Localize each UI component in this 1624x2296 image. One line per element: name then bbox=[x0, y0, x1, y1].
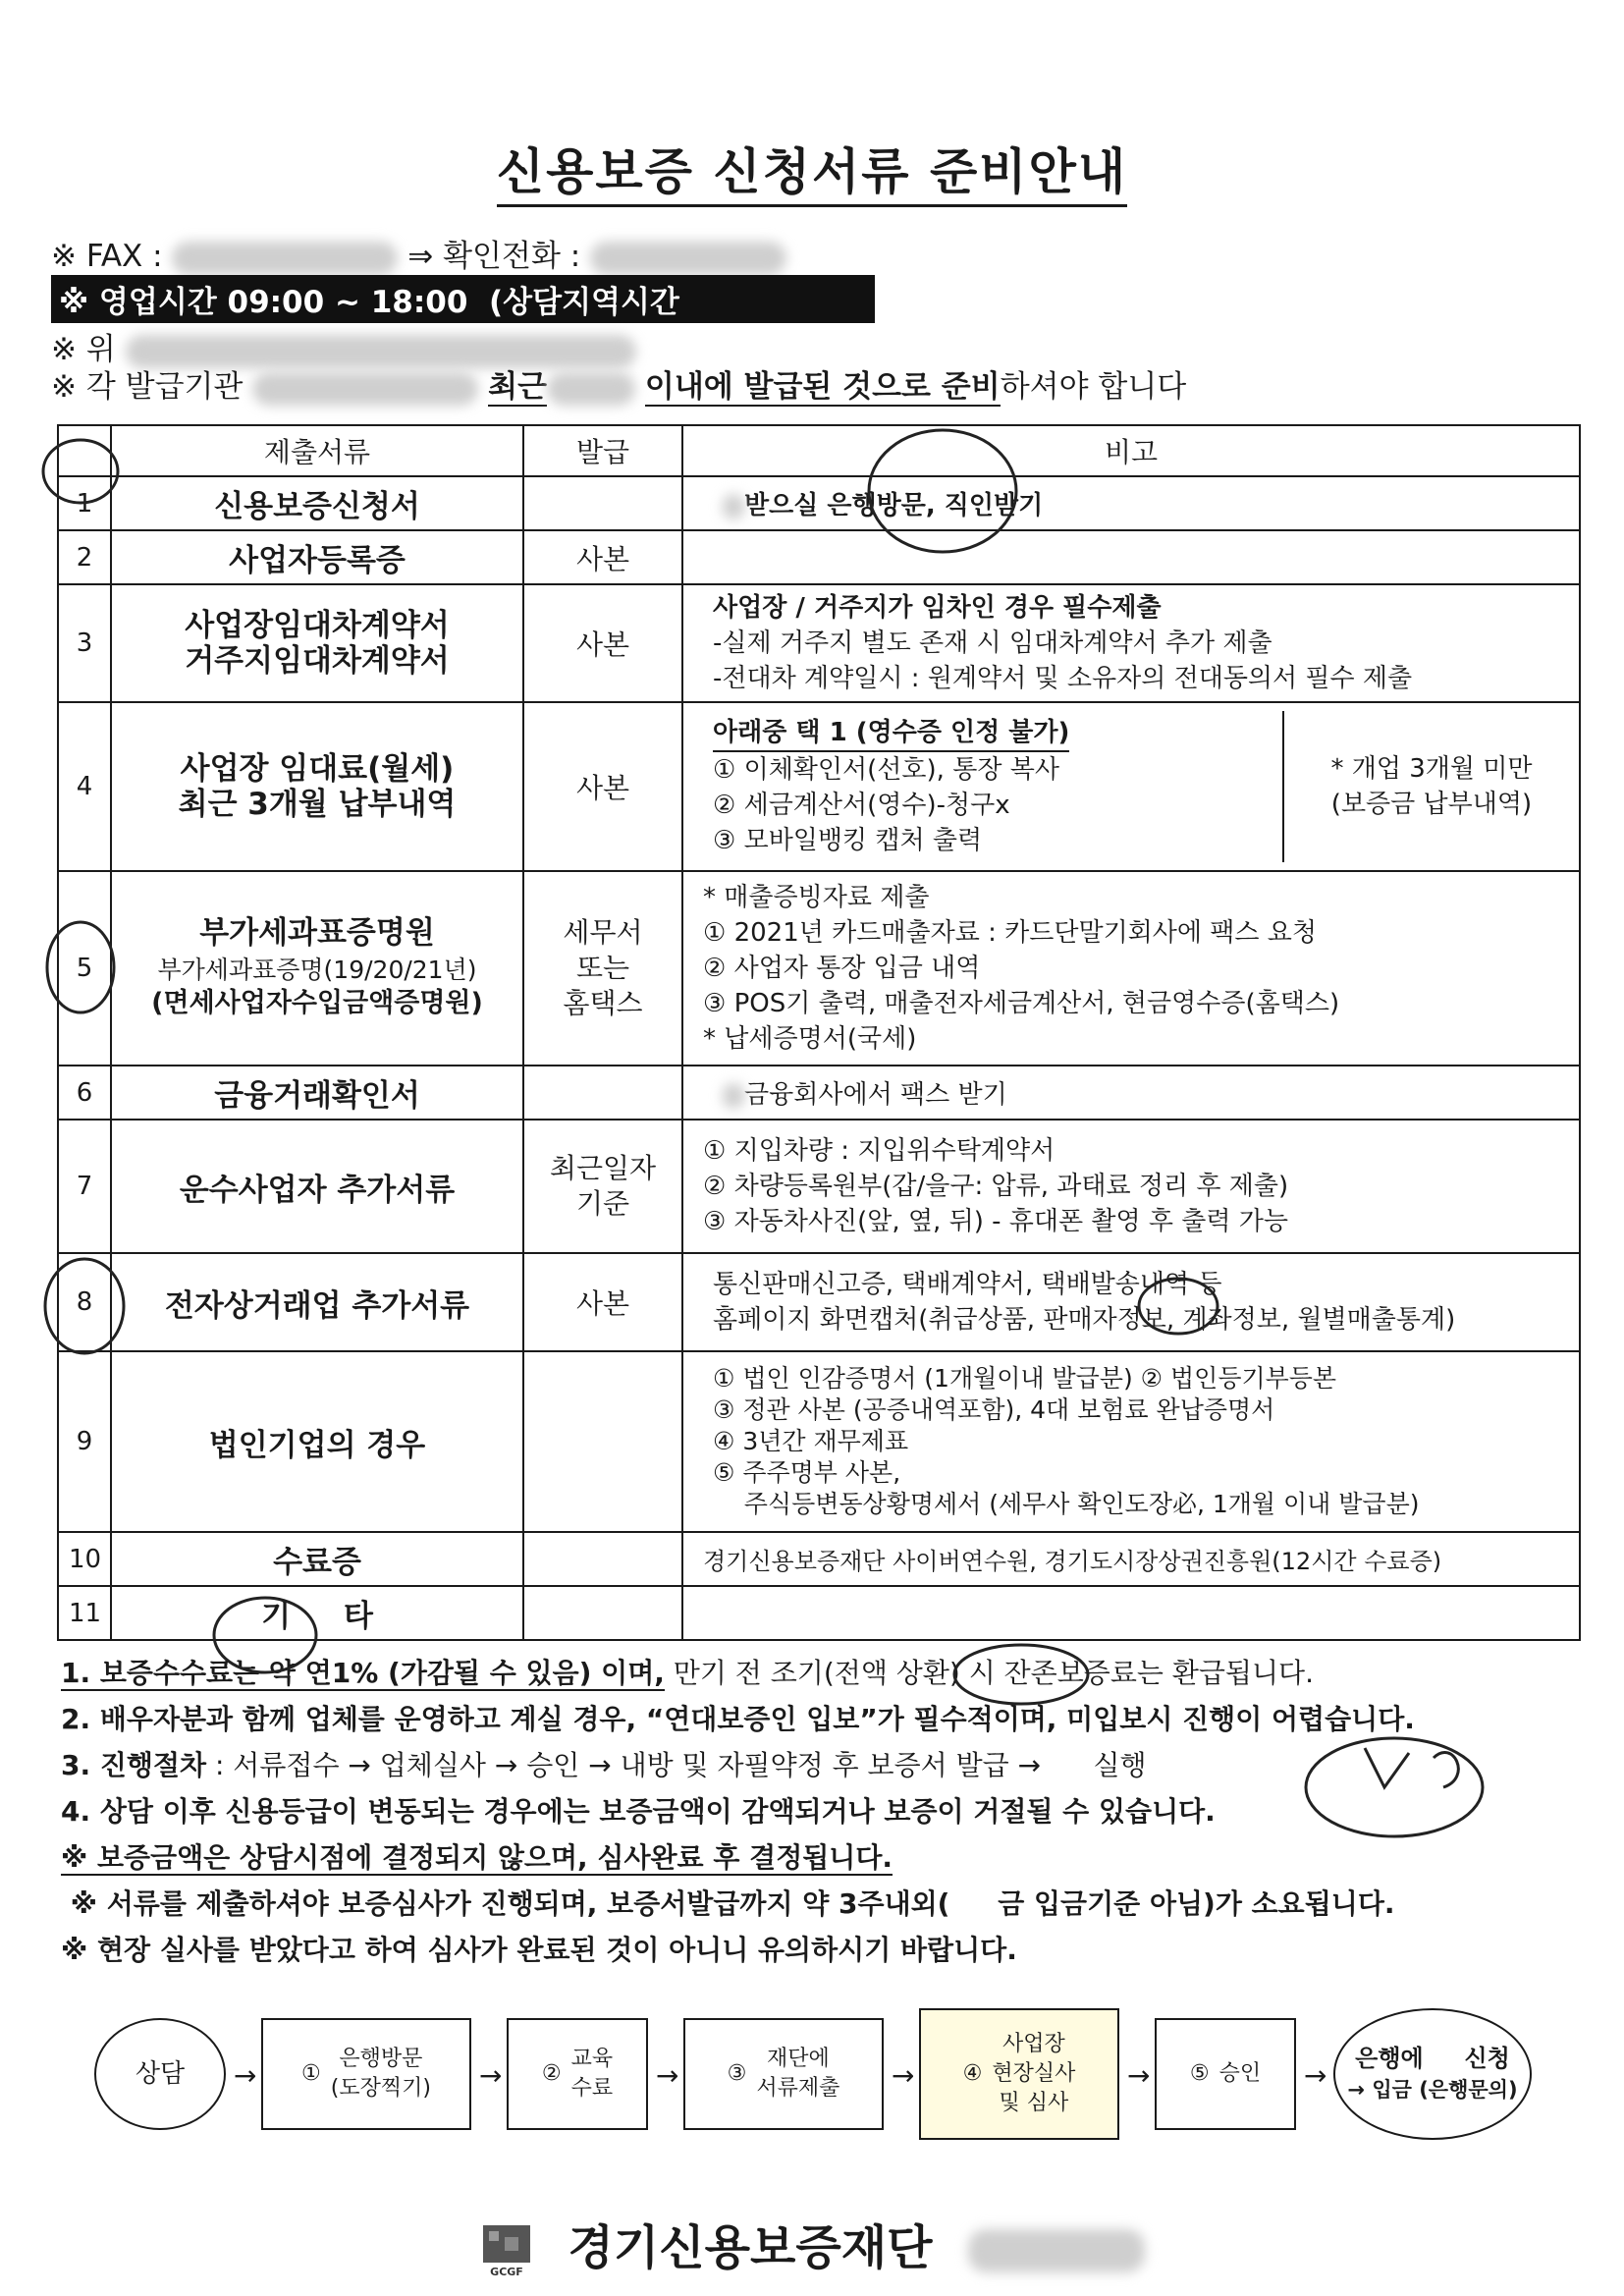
doc-issue: 세무서 또는 홈택스 bbox=[523, 871, 682, 1066]
note-2: 2. 배우자분과 함께 업체를 운영하고 계실 경우, “연대보증인 입보”가 필수적이며, 미입보시 진행이 어렵습니다. bbox=[61, 1703, 1415, 1735]
footer-org: GCGF 경기신용보증재단 bbox=[0, 2210, 1624, 2278]
row-number: 10 bbox=[58, 1532, 111, 1586]
header-no bbox=[58, 425, 111, 476]
table-row bbox=[58, 1532, 1580, 1586]
header-issue: 발급 bbox=[523, 425, 682, 476]
doc-issue: 사본 bbox=[523, 702, 682, 871]
note-3: 3. 진행절차 : 서류접수 → 업체실사 → 승인 → 내방 및 자필약정 후 보증서 발급 → 실행 bbox=[61, 1749, 1147, 1781]
doc-note: ① 지입차량 : 지입위수탁계약서 ② 차량등록원부(갑/을구: 압류, 과태료 정리 후 제출) ③ 자동차사진(앞, 옆, 뒤) - 휴대폰 촬영 후 출력 가능 bbox=[682, 1120, 1580, 1253]
doc-name: 신용보증신청서 bbox=[111, 476, 523, 530]
table-row bbox=[58, 1253, 1580, 1351]
doc-issue: 최근일자 기준 bbox=[523, 1120, 682, 1253]
business-hours: ※ 영업시간 09:00 ~ 18:00 (상담지역시간 bbox=[51, 275, 875, 323]
doc-issue bbox=[523, 476, 682, 530]
issue-notice: ※ 각 발급기관 최근 이내에 발급된 것으로 준비하셔야 합니다 bbox=[51, 369, 1187, 405]
document-title: 신용보증 신청서류 준비안내 bbox=[0, 133, 1624, 203]
table-row bbox=[58, 1120, 1580, 1253]
flow-arrow: → bbox=[1127, 2059, 1151, 2092]
note-7: ※ 현장 실사를 받았다고 하여 심사가 완료된 것이 아니니 유의하시기 바랍니다. bbox=[61, 1934, 1017, 1966]
doc-note: 금융회사에서 팩스 받기 bbox=[682, 1066, 1580, 1120]
flow-end: 은행에 신청 → 입금 (은행문의) bbox=[1333, 2008, 1532, 2140]
doc-note: 사업장 / 거주지가 임차인 경우 필수제출 -실제 거주지 별도 존재 시 임대차계약서 추가 제출 -전대차 계약일시 : 원계약서 및 소유자의 전대동의서 필수 제출 bbox=[682, 584, 1580, 702]
note-1: 1. 보증수수료는 약 연1% (가감될 수 있음) 이며, 만기 전 조기(전액 상환) 시 잔존보증료는 환급됩니다. bbox=[61, 1657, 1314, 1689]
table-row bbox=[58, 702, 1580, 871]
doc-note: 아래중 택 1 (영수증 인정 불가) ① 이체확인서(선호), 통장 복사 ② 세금계산서(영수)-청구x ③ 모바일뱅킹 캡처 출력 * 개업 3개월 미만 (보증금 납부내역) bbox=[682, 702, 1580, 871]
flow-step-4: ④ 사업장 현장실사 및 심사 bbox=[919, 2008, 1119, 2140]
flow-step-1: ① 은행방문 (도장찍기) bbox=[261, 2018, 471, 2130]
row-number: 4 bbox=[58, 702, 111, 871]
row-number: 3 bbox=[58, 584, 111, 702]
row-number: 9 bbox=[58, 1351, 111, 1532]
note-6: ※ 서류를 제출하셔야 보증심사가 진행되며, 보증서발급까지 약 3주내외( 금 입금기준 아님)가 소요됩니다. bbox=[61, 1887, 1395, 1920]
doc-note: ① 법인 인감증명서 (1개월이내 발급분) ② 법인등기부등본 ③ 정관 사본 (공증내역포함), 4대 보험료 완납증명서 ④ 3년간 재무제표 ⑤ 주주명부 사본, 주식등변동상황명세서 (세무사 확인도장必, 1개월 이내 발급분) bbox=[682, 1351, 1580, 1532]
required-documents-table bbox=[57, 424, 1581, 1641]
row-number: 8 bbox=[58, 1253, 111, 1351]
flow-start: 상담 bbox=[94, 2018, 226, 2130]
table-row bbox=[58, 476, 1580, 530]
process-flow bbox=[94, 2008, 1528, 2146]
fax-line: ※ FAX : ⇒ 확인전화 : bbox=[51, 231, 786, 275]
doc-issue: 사본 bbox=[523, 530, 682, 584]
doc-name: 부가세과표증명원 부가세과표증명(19/20/21년) (면세사업자수입금액증명원) bbox=[111, 871, 523, 1066]
table-row bbox=[58, 1351, 1580, 1532]
guidance-notes bbox=[61, 1650, 1563, 1973]
doc-note: 통신판매신고증, 택배계약서, 택배발송내역 등 홈페이지 화면캡처(취급상품, 판매자정보, 계좌정보, 월별매출통계) bbox=[682, 1253, 1580, 1351]
doc-note: 경기신용보증재단 사이버연수원, 경기도시장상권진흥원(12시간 수료증) bbox=[682, 1532, 1580, 1586]
gcgf-logo-icon bbox=[479, 2223, 534, 2278]
header-name: 제출서류 bbox=[111, 425, 523, 476]
doc-issue bbox=[523, 1586, 682, 1640]
doc-issue bbox=[523, 1066, 682, 1120]
table-row bbox=[58, 530, 1580, 584]
row-number: 2 bbox=[58, 530, 111, 584]
doc-issue bbox=[523, 1532, 682, 1586]
flow-step-2: ② 교육 수료 bbox=[507, 2018, 648, 2130]
doc-name: 사업자등록증 bbox=[111, 530, 523, 584]
doc-name: 사업장임대차계약서 거주지임대차계약서 bbox=[111, 584, 523, 702]
doc-name: 기 타 bbox=[111, 1586, 523, 1640]
table-row bbox=[58, 1066, 1580, 1120]
flow-arrow: → bbox=[892, 2059, 915, 2092]
flow-arrow: → bbox=[656, 2059, 679, 2092]
row-number: 11 bbox=[58, 1586, 111, 1640]
row-number: 6 bbox=[58, 1066, 111, 1120]
flow-step-5: ⑤ 승인 bbox=[1155, 2018, 1296, 2130]
table-row bbox=[58, 584, 1580, 702]
row-number: 7 bbox=[58, 1120, 111, 1253]
note-4: 4. 상담 이후 신용등급이 변동되는 경우에는 보증금액이 감액되거나 보증이 거절될 수 있습니다. bbox=[61, 1795, 1216, 1828]
flow-arrow: → bbox=[479, 2059, 503, 2092]
doc-note: 받으실 은행방문, 직인받기 bbox=[682, 476, 1580, 530]
doc-name: 법인기업의 경우 bbox=[111, 1351, 523, 1532]
doc-name: 사업장 임대료(월세) 최근 3개월 납부내역 bbox=[111, 702, 523, 871]
doc-note: * 매출증빙자료 제출 ① 2021년 카드매출자료 : 카드단말기회사에 팩스 요청 ② 사업자 통장 입금 내역 ③ POS기 출력, 매출전자세금계산서, 현금영수증(홈택스) * 납세증명서(국세) bbox=[682, 871, 1580, 1066]
doc-note bbox=[682, 530, 1580, 584]
flow-arrow: → bbox=[234, 2059, 257, 2092]
row-number: 5 bbox=[58, 871, 111, 1066]
table-header-row bbox=[58, 425, 1580, 476]
doc-name: 운수사업자 추가서류 bbox=[111, 1120, 523, 1253]
doc-name: 금융거래확인서 bbox=[111, 1066, 523, 1120]
header-note: 비고 bbox=[682, 425, 1580, 476]
flow-arrow: → bbox=[1304, 2059, 1327, 2092]
note-5: ※ 보증금액은 상담시점에 결정되지 않으며, 심사완료 후 결정됩니다. bbox=[61, 1841, 893, 1874]
flow-step-3: ③ 재단에 서류제출 bbox=[683, 2018, 884, 2130]
doc-issue: 사본 bbox=[523, 1253, 682, 1351]
table-row bbox=[58, 871, 1580, 1066]
doc-issue bbox=[523, 1351, 682, 1532]
svg-text:GCGF: GCGF bbox=[489, 2266, 523, 2278]
doc-note bbox=[682, 1586, 1580, 1640]
location-line: ※ 위 bbox=[51, 324, 636, 368]
row-number: 1 bbox=[58, 476, 111, 530]
doc-name: 전자상거래업 추가서류 bbox=[111, 1253, 523, 1351]
doc-issue: 사본 bbox=[523, 584, 682, 702]
doc-name: 수료증 bbox=[111, 1532, 523, 1586]
table-row bbox=[58, 1586, 1580, 1640]
